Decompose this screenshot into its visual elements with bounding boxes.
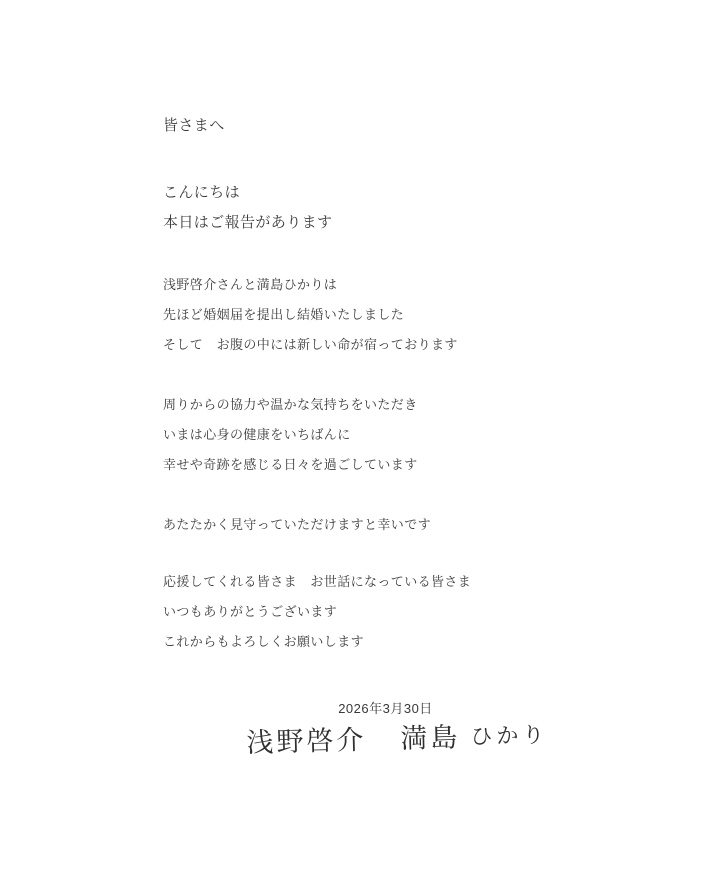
signature-name-asano: 浅野啓介 [246,724,367,758]
signature-handwritten [174,710,620,773]
letter-line: あたたかく見守っていただけますと幸いです [163,517,432,532]
letter-line: 本日はご報告があります [163,214,333,231]
letter-line: 応援してくれる皆さま お世話になっている皆さま [163,574,472,589]
letter-date: 2026年3月30日 [338,701,433,716]
letter-line: 浅野啓介さんと満島ひかりは [163,277,338,292]
paragraph-greeting [163,178,608,238]
letter-line: こんにちは [163,184,241,201]
signature-given-name-hikari: ひかり [470,722,549,750]
letter-line: 周りからの協力や温かな気持ちをいただき [163,397,418,412]
letter-line: 先ほど婚姻届を提出し結婚いたしました [163,307,405,322]
signature-name-mitsushima: 満島 [400,722,461,754]
salutation: 皆さまへ [163,117,225,134]
paragraph-announcement [163,270,608,360]
letter-line: これからもよろしくお願いします [163,634,365,649]
letter-line: いまは心身の健康をいちばんに [163,427,351,442]
paragraph-gratitude [163,390,608,480]
letter-line: いつもありがとうございます [163,604,338,619]
letter-body [163,111,608,767]
letter-line: そして お腹の中には新しい命が宿っております [163,337,458,352]
paragraph-thanks [163,567,608,657]
signature-gap [367,748,401,749]
paragraph-watch-over [163,510,608,540]
letter-line: 幸せや奇跡を感じる日々を過ごしています [163,457,418,472]
